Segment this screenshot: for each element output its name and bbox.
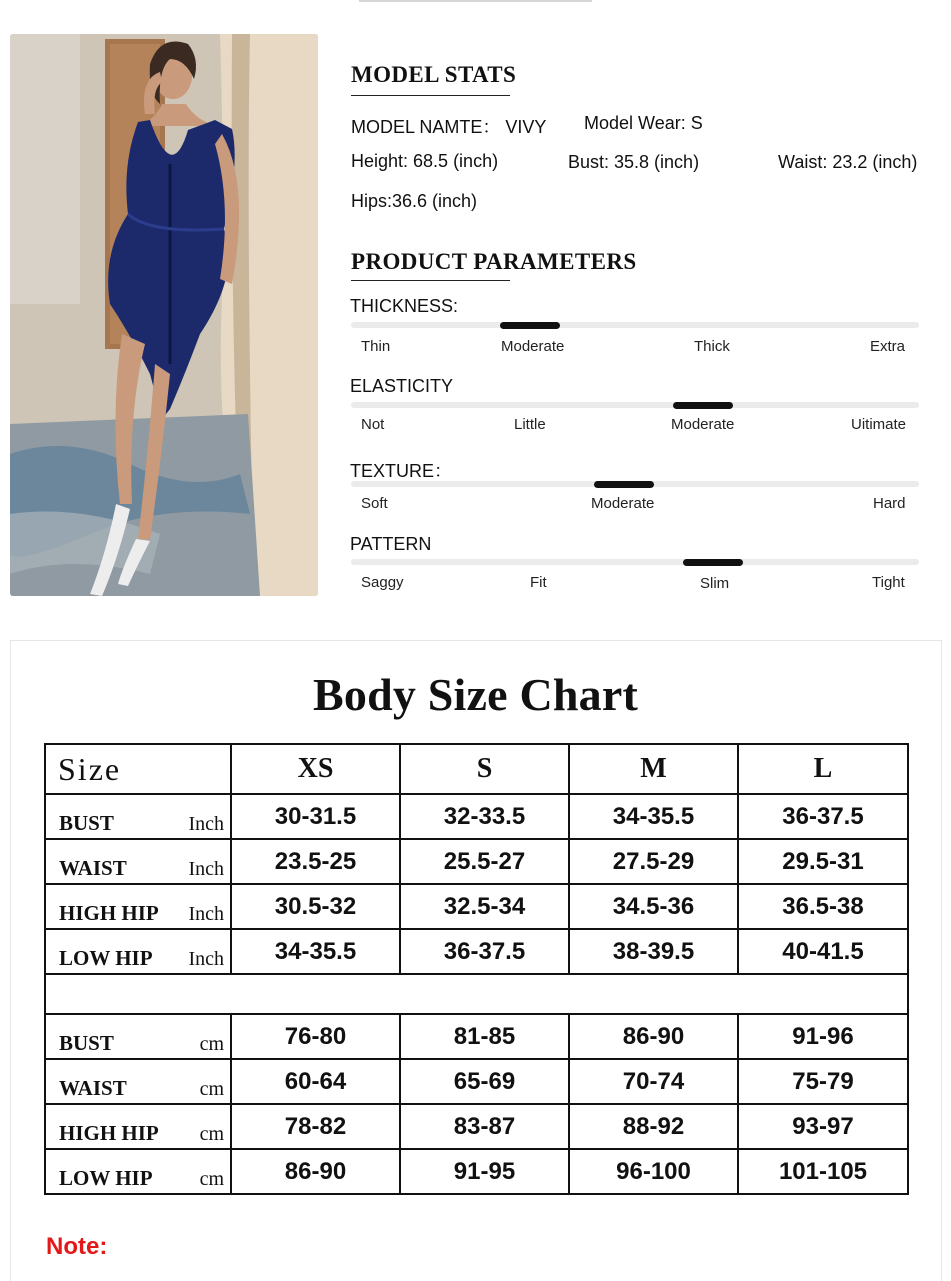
texture-label: TEXTURE： [350, 461, 453, 481]
size-m-header: M [569, 744, 738, 794]
measure-unit: Inch [188, 858, 224, 880]
measure-value: 86-90 [231, 1149, 400, 1194]
measure-value: 36-37.5 [738, 794, 908, 839]
measure-value: 76-80 [231, 1014, 400, 1059]
model-photo-illustration [10, 34, 318, 596]
measure-value: 34-35.5 [231, 929, 400, 974]
size-chart-table [44, 743, 909, 1195]
measure-name: WAIST [59, 856, 127, 880]
pattern-option: Slim [700, 575, 730, 592]
pattern-option: Tight [872, 574, 905, 591]
size-header-row [45, 744, 908, 794]
pattern-option: Fit [530, 574, 547, 591]
thickness-option: Moderate [501, 338, 565, 355]
measure-name: BUST [59, 1031, 114, 1055]
measure-unit: Inch [188, 903, 224, 925]
measure-unit: cm [199, 1078, 224, 1100]
measure-value: 91-95 [400, 1149, 569, 1194]
measure-value: 70-74 [569, 1059, 738, 1104]
measure-name: HIGH HIP [59, 901, 159, 925]
measure-value: 60-64 [231, 1059, 400, 1104]
pattern-scale [351, 559, 919, 565]
measure-unit: cm [199, 1168, 224, 1190]
model-bust: Bust: 35.8 (inch) [568, 152, 700, 172]
measure-value: 38-39.5 [569, 929, 738, 974]
measure-value: 29.5-31 [738, 839, 908, 884]
texture-option: Hard [873, 495, 906, 512]
elasticity-option: Little [514, 416, 546, 433]
measure-name: LOW HIP [59, 1166, 153, 1190]
model-stats-heading: MODEL STATS [351, 62, 517, 87]
measure-value: 40-41.5 [738, 929, 908, 974]
measure-name: HIGH HIP [59, 1121, 159, 1145]
top-divider [359, 0, 592, 2]
product-parameters-underline [351, 280, 510, 281]
measure-name: WAIST [59, 1076, 127, 1100]
elasticity-option: Uitimate [851, 416, 907, 433]
measure-unit: Inch [188, 813, 224, 835]
table-row [45, 929, 908, 974]
measure-value: 81-85 [400, 1014, 569, 1059]
size-s-header: S [400, 744, 569, 794]
size-xs-header: XS [231, 744, 400, 794]
texture-selected-marker [594, 481, 654, 488]
measure-unit: cm [199, 1123, 224, 1145]
measure-value: 34-35.5 [569, 794, 738, 839]
size-column-header: Size [45, 744, 231, 794]
model-stats-underline [351, 95, 510, 96]
measure-value: 91-96 [738, 1014, 908, 1059]
elasticity-option: Moderate [671, 416, 735, 433]
table-row [45, 1059, 908, 1104]
measure-value: 83-87 [400, 1104, 569, 1149]
measure-unit: Inch [188, 948, 224, 970]
texture-scale [351, 481, 919, 487]
measure-value: 30-31.5 [231, 794, 400, 839]
model-name: MODEL NAMTE： VIVY [351, 117, 547, 137]
measure-name: LOW HIP [59, 946, 153, 970]
measure-value: 25.5-27 [400, 839, 569, 884]
table-row [45, 794, 908, 839]
measure-name: BUST [59, 811, 114, 835]
pattern-label: PATTERN [350, 534, 432, 554]
thickness-selected-marker [500, 322, 560, 329]
elasticity-option: Not [361, 416, 385, 433]
texture-option: Soft [361, 495, 388, 512]
model-height: Height: 68.5 (inch) [351, 151, 499, 171]
thickness-option: Thick [694, 338, 730, 355]
pattern-option: Saggy [361, 574, 404, 591]
texture-option: Moderate [591, 495, 655, 512]
measure-value: 32.5-34 [400, 884, 569, 929]
measure-value: 93-97 [738, 1104, 908, 1149]
model-hips: Hips:36.6 (inch) [351, 191, 478, 211]
thickness-label: THICKNESS: [350, 296, 459, 316]
elasticity-label: ELASTICITY [350, 376, 454, 396]
model-photo [10, 34, 318, 596]
size-l-header: L [738, 744, 908, 794]
measure-value: 32-33.5 [400, 794, 569, 839]
measure-value: 27.5-29 [569, 839, 738, 884]
measure-value: 86-90 [569, 1014, 738, 1059]
table-row [45, 1104, 908, 1149]
elasticity-selected-marker [673, 402, 733, 409]
measure-value: 88-92 [569, 1104, 738, 1149]
measure-value: 78-82 [231, 1104, 400, 1149]
measure-value: 36-37.5 [400, 929, 569, 974]
pattern-selected-marker [683, 559, 743, 566]
measure-value: 65-69 [400, 1059, 569, 1104]
table-row [45, 1014, 908, 1059]
model-wear-size: Model Wear: S [584, 113, 703, 133]
measure-value: 34.5-36 [569, 884, 738, 929]
measure-value: 36.5-38 [738, 884, 908, 929]
measure-value: 23.5-25 [231, 839, 400, 884]
measure-value: 30.5-32 [231, 884, 400, 929]
thickness-option: Extra [870, 338, 906, 355]
table-row [45, 884, 908, 929]
table-row [45, 1149, 908, 1194]
note-label: Note: [46, 1233, 108, 1260]
measure-unit: cm [199, 1033, 224, 1055]
size-chart-title: Body Size Chart [313, 669, 638, 720]
model-waist: Waist: 23.2 (inch) [778, 152, 918, 172]
measure-value: 75-79 [738, 1059, 908, 1104]
table-row [45, 839, 908, 884]
elasticity-scale [351, 402, 919, 408]
thickness-scale [351, 322, 919, 328]
product-parameters-heading: PRODUCT PARAMETERS [351, 249, 637, 274]
measure-value: 96-100 [569, 1149, 738, 1194]
measure-value: 101-105 [738, 1149, 908, 1194]
thickness-option: Thin [361, 338, 391, 355]
table-spacer-row [45, 974, 908, 1014]
